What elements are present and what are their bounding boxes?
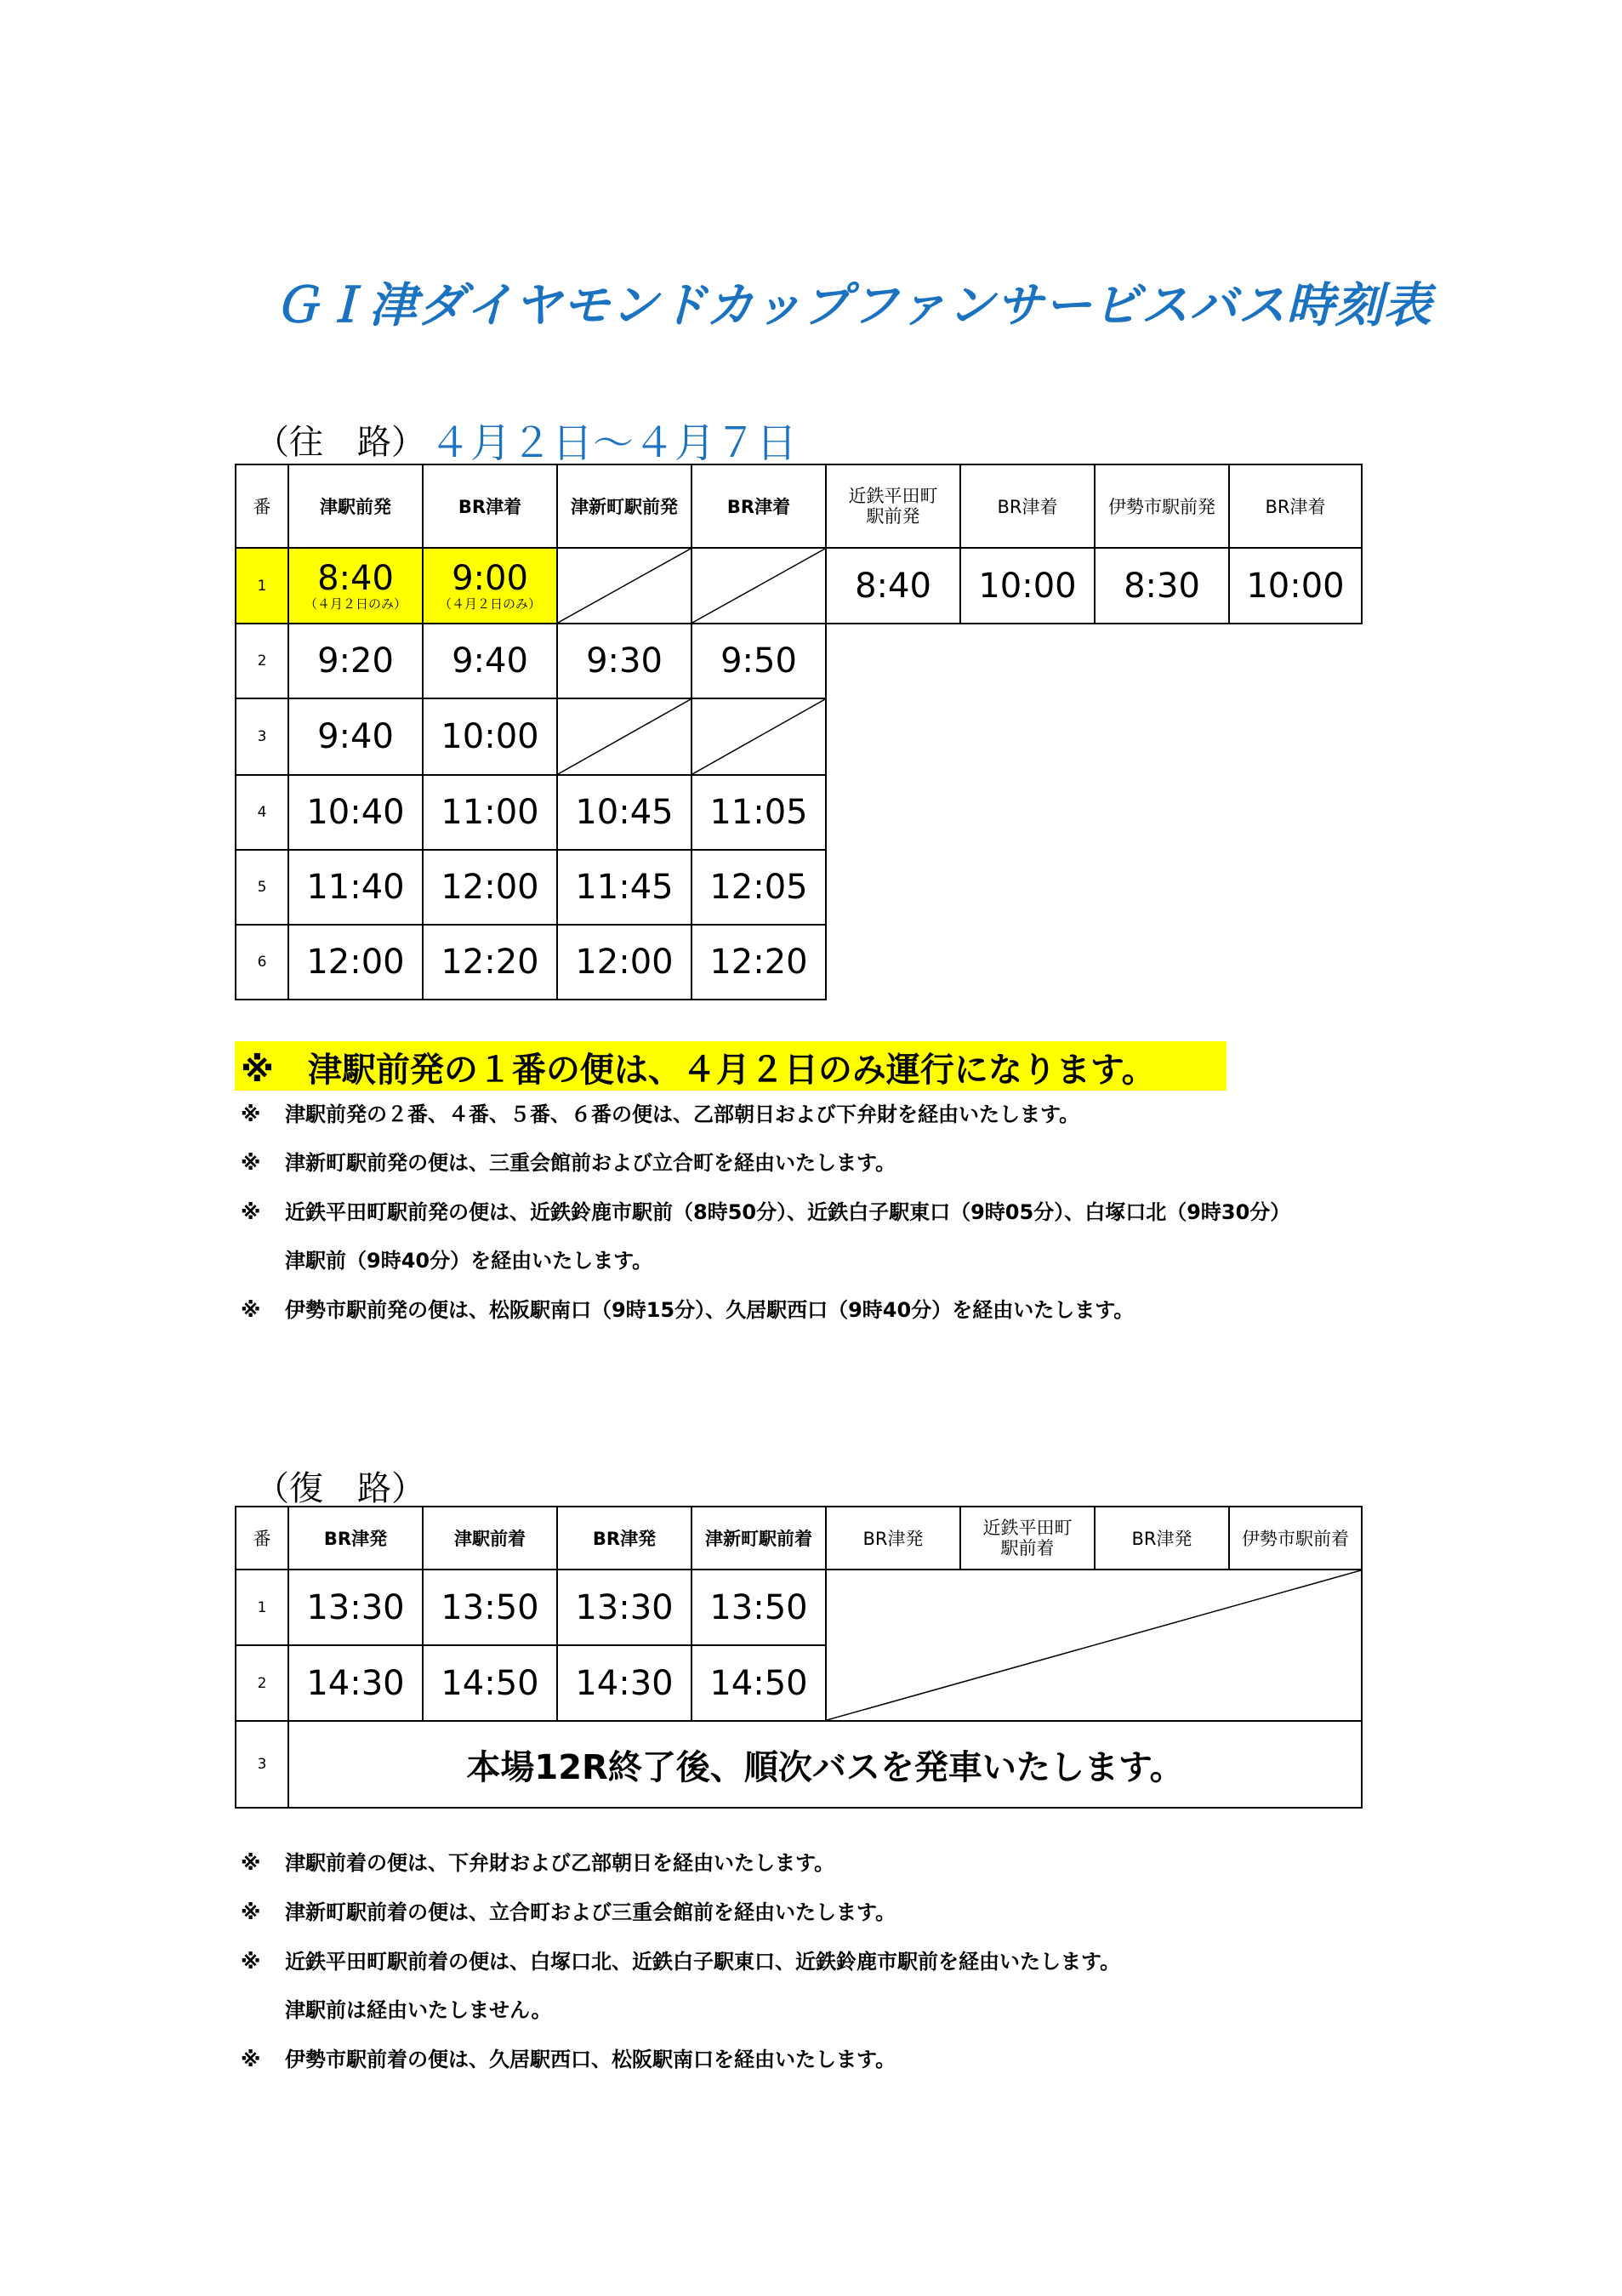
blank-area (826, 624, 1362, 698)
time-cell: 9:30 (557, 624, 691, 698)
header-ise-dep: 伊勢市駅前発 (1095, 464, 1229, 548)
header-br-dep: BR津発 (288, 1507, 423, 1570)
time-cell: 12:05 (691, 850, 826, 925)
header-tsu-arr: 津駅前着 (423, 1507, 557, 1570)
note-text: 津駅前着の便は、下弁財および乙部朝日を経由いたします。 (285, 1851, 835, 1875)
empty-slash-cell (691, 698, 826, 775)
time-cell: 11:40 (288, 850, 423, 925)
time-cell (288, 548, 423, 624)
time-cell: 13:50 (423, 1570, 557, 1645)
row-number: 3 (236, 1721, 288, 1808)
note-mark: ※ (241, 1851, 261, 1875)
row-number: 1 (236, 1570, 288, 1645)
table-row (236, 775, 1362, 850)
header-number: 番 (236, 464, 288, 548)
header-br-dep: BR津発 (1095, 1507, 1229, 1570)
time-cell: 14:50 (423, 1645, 557, 1721)
row-number: 5 (236, 850, 288, 925)
note-line-continued: 津駅前は経由いたしません。 (285, 1998, 552, 2022)
outbound-dates: ４月２日～４月７日 (430, 419, 798, 467)
header-shinmachi-dep: 津新町駅前発 (557, 464, 691, 548)
outbound-header-row (236, 464, 1362, 548)
note-line (241, 1846, 834, 1876)
time-cell: 10:00 (423, 698, 557, 775)
note-line (241, 2042, 896, 2072)
header-hirata-arr: 近鉄平田町 駅前着 (960, 1507, 1095, 1570)
note-line (241, 1097, 1079, 1127)
time-cell: 11:45 (557, 850, 691, 925)
header-br-dep: BR津発 (557, 1507, 691, 1570)
table-row (236, 1721, 1362, 1808)
header-ise-arr: 伊勢市駅前着 (1229, 1507, 1362, 1570)
return-label: （復 路） (255, 1469, 425, 1508)
blank-area (826, 775, 1362, 850)
time-cell: 9:40 (423, 624, 557, 698)
note-line (241, 1293, 1134, 1323)
time-cell: 11:00 (423, 775, 557, 850)
merged-message-cell: 本場12R終了後、順次バスを発車いたします。 (288, 1721, 1362, 1808)
empty-slash-cell (691, 548, 826, 624)
note-line-continued: 津駅前（9時40分）を経由いたします。 (285, 1249, 653, 1273)
time-cell: 12:20 (423, 925, 557, 1000)
time-cell: 10:40 (288, 775, 423, 850)
time-cell: 10:00 (960, 548, 1095, 624)
note-mark: ※ (241, 1298, 261, 1322)
table-row (236, 1570, 1362, 1645)
time-cell: 14:50 (691, 1645, 826, 1721)
note-mark: ※ (241, 1102, 261, 1126)
note-line (241, 1146, 896, 1176)
blank-area (826, 925, 1362, 1000)
time-cell: 12:20 (691, 925, 826, 1000)
note-line (241, 1945, 1120, 1974)
return-timetable (235, 1506, 1363, 1809)
note-text: 伊勢市駅前発の便は、松阪駅南口（9時15分）、久居駅西口（9時40分）を経由いたします。 (285, 1298, 1135, 1322)
time-cell: 13:30 (557, 1570, 691, 1645)
time-note: （４月２日のみ） (304, 596, 407, 612)
page-title: ＧＩ津ダイヤモンドカップファンサービスバス時刻表 (272, 278, 1432, 333)
header-shinmachi-arr: 津新町駅前着 (691, 1507, 826, 1570)
note-text: 津新町駅前発の便は、三重会館前および立合町を経由いたします。 (285, 1151, 896, 1175)
note-text: 近鉄平田町駅前発の便は、近鉄鈴鹿市駅前（8時50分）、近鉄白子駅東口（9時05分）、白塚口北（9時30分） (285, 1200, 1291, 1224)
return-header-row (236, 1507, 1362, 1570)
header-hirata-dep: 近鉄平田町 駅前発 (826, 464, 960, 548)
time-cell (423, 548, 557, 624)
header-br-arr: BR津着 (423, 464, 557, 548)
note-line (241, 1195, 1290, 1225)
header-number: 番 (236, 1507, 288, 1570)
note-text: 津新町駅前着の便は、立合町および三重会館前を経由いたします。 (285, 1900, 896, 1924)
empty-slash-cell (826, 1570, 1362, 1721)
time-cell: 10:45 (557, 775, 691, 850)
time-value: 8:40 (317, 559, 394, 598)
header-br-arr: BR津着 (960, 464, 1095, 548)
time-cell: 14:30 (557, 1645, 691, 1721)
row-number: 1 (236, 548, 288, 624)
time-value: 9:00 (452, 559, 528, 598)
table-row (236, 850, 1362, 925)
highlight-note: ※ 津駅前発の１番の便は、４月２日のみ運行になります。 (241, 1051, 1156, 1090)
time-cell: 8:30 (1095, 548, 1229, 624)
table-row (236, 624, 1362, 698)
note-mark: ※ (241, 2048, 261, 2071)
note-mark: ※ (241, 1900, 261, 1924)
outbound-label: （往 路） (255, 423, 425, 462)
time-cell: 12:00 (288, 925, 423, 1000)
empty-slash-cell (557, 698, 691, 775)
note-mark: ※ (241, 1151, 261, 1175)
time-cell: 11:05 (691, 775, 826, 850)
note-text: 津駅前発の２番、４番、５番、６番の便は、乙部朝日および下弁財を経由いたします。 (285, 1102, 1080, 1126)
header-br-arr: BR津着 (691, 464, 826, 548)
row-number: 2 (236, 1645, 288, 1721)
header-br-arr: BR津着 (1229, 464, 1362, 548)
time-note: （４月２日のみ） (438, 596, 541, 612)
time-cell: 13:50 (691, 1570, 826, 1645)
note-line (241, 1895, 896, 1925)
blank-area (826, 850, 1362, 925)
row-number: 4 (236, 775, 288, 850)
note-text: 近鉄平田町駅前着の便は、白塚口北、近鉄白子駅東口、近鉄鈴鹿市駅前を経由いたします。 (285, 1950, 1121, 1974)
note-text: 伊勢市駅前着の便は、久居駅西口、松阪駅南口を経由いたします。 (285, 2048, 896, 2071)
time-cell: 14:30 (288, 1645, 423, 1721)
time-cell: 12:00 (423, 850, 557, 925)
time-cell: 12:00 (557, 925, 691, 1000)
time-cell: 13:30 (288, 1570, 423, 1645)
table-row (236, 548, 1362, 624)
row-number: 3 (236, 698, 288, 775)
time-cell: 10:00 (1229, 548, 1362, 624)
blank-area (826, 698, 1362, 775)
note-mark: ※ (241, 1950, 261, 1974)
row-number: 2 (236, 624, 288, 698)
note-mark: ※ (241, 1200, 261, 1224)
empty-slash-cell (557, 548, 691, 624)
header-br-dep: BR津発 (826, 1507, 960, 1570)
time-cell: 9:50 (691, 624, 826, 698)
header-tsu-dep: 津駅前発 (288, 464, 423, 548)
time-cell: 9:40 (288, 698, 423, 775)
time-cell: 9:20 (288, 624, 423, 698)
row-number: 6 (236, 925, 288, 1000)
table-row (236, 925, 1362, 1000)
time-cell: 8:40 (826, 548, 960, 624)
outbound-timetable (235, 464, 1363, 1000)
table-row (236, 698, 1362, 775)
